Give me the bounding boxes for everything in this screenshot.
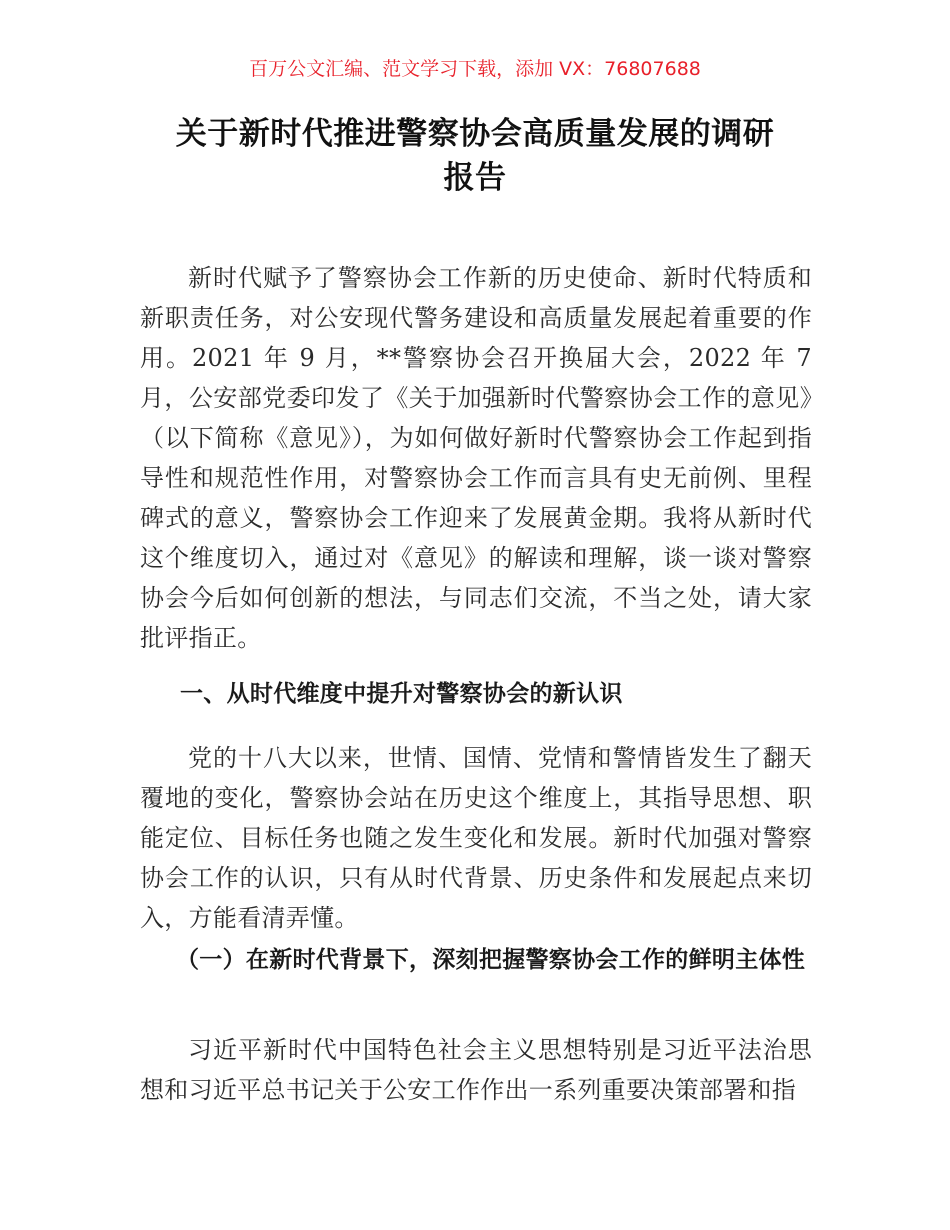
subsection-heading-block (140, 940, 812, 980)
watermark-banner: 百万公文汇编、范文学习下载，添加 VX：76807688 (249, 58, 701, 80)
intro-paragraph-block (140, 258, 812, 658)
section-one-paragraph-block (140, 738, 812, 938)
intro-paragraph: 新时代赋予了警察协会工作新的历史使命、新时代特质和新职责任务，对公安现代警务建设和高质量发展起着重要的作用。2021 年 9 月，**警察协会召开换届大会，2022 年 7 月，公安部党委印发了《关于加强新时代警察协会工作的意见》（以下简称《意见》），为如何做好新时代警察协会工作起到指导性和规范性作用，对警察协会工作而言具有史无前例、里程碑式的意义，警察协会工作迎来了发展黄金期。我将从新时代这个维度切入，通过对《意见》的解读和理解，谈一谈对警察协会今后如何创新的想法，与同志们交流，不当之处，请大家批评指正。 (140, 264, 812, 652)
section-one-heading-block (140, 674, 812, 714)
document-title (130, 112, 820, 200)
title-line-2: 报告 (443, 160, 507, 196)
section-one-paragraph: 党的十八大以来，世情、国情、党情和警情皆发生了翻天覆地的变化，警察协会站在历史这个维度上，其指导思想、职能定位、目标任务也随之发生变化和发展。新时代加强对警察协会工作的认识，只有从时代背景、历史条件和发展起点来切入，方能看清弄懂。 (140, 744, 812, 932)
subsection-paragraph-block (140, 1030, 812, 1110)
section-heading: 一、从时代维度中提升对警察协会的新认识 (180, 681, 623, 707)
subsection-heading: （一）在新时代背景下，深刻把握警察协会工作的鲜明主体性 (176, 947, 806, 973)
title-line-1: 关于新时代推进警察协会高质量发展的调研 (175, 116, 775, 152)
subsection-paragraph: 习近平新时代中国特色社会主义思想特别是习近平法治思想和习近平总书记关于公安工作作出一系列重要决策部署和指 (140, 1036, 812, 1104)
